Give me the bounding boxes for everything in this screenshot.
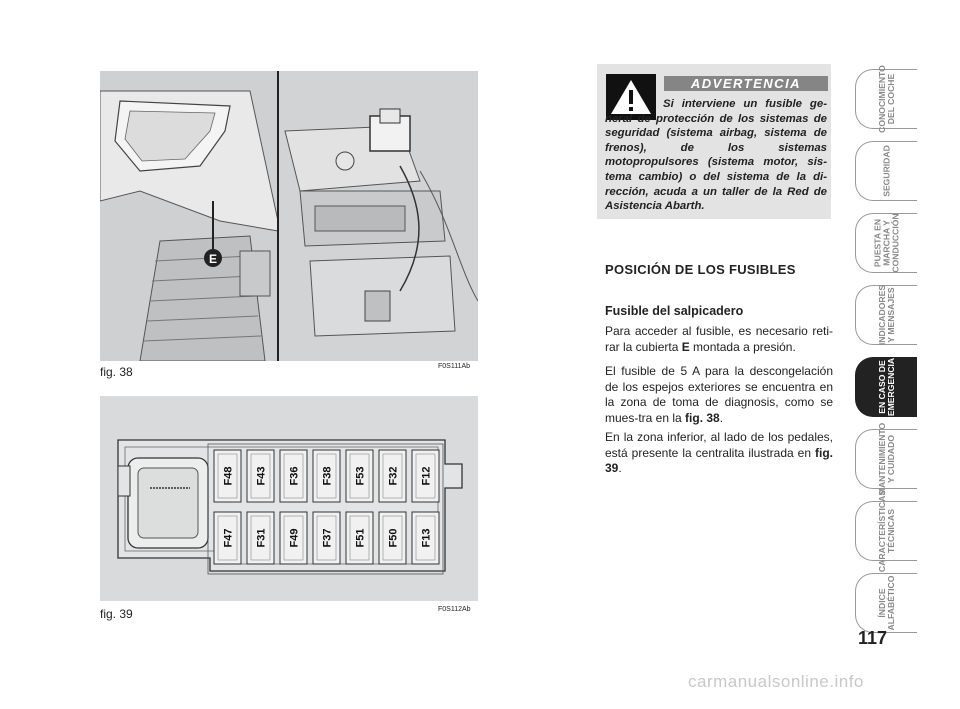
- paragraph-1: [605, 324, 833, 355]
- figure-39-code: F0S112Ab: [438, 606, 471, 613]
- tab-en-caso-de-emergencia[interactable]: [855, 357, 917, 417]
- paragraph-2-text-c: .: [719, 410, 724, 425]
- fuse-label: F36: [288, 466, 301, 486]
- paragraph-1-text-c: montada a presión.: [689, 339, 796, 354]
- section-title: POSICIÓN DE LOS FUSIBLES: [605, 262, 796, 277]
- fuse-label: F38: [321, 466, 334, 486]
- paragraph-2-text-b: fig. 38: [685, 410, 720, 425]
- figure-38-code: F0S111Ab: [438, 363, 471, 370]
- tab-label: EN CASO DE EMERGENCIA: [876, 357, 896, 417]
- warning-title: ADVERTENCIA: [664, 76, 828, 91]
- tab-puesta-en-marcha[interactable]: [855, 213, 917, 273]
- callout-e-label: E: [208, 252, 218, 266]
- figure-39-image: [100, 396, 478, 601]
- paragraph-3-text-b: fig. 39: [605, 445, 833, 475]
- fuse-label: F31: [255, 528, 268, 548]
- paragraph-2: [605, 364, 833, 426]
- figure-39-caption: fig. 39: [100, 607, 133, 621]
- paragraph-1-text-b: E: [681, 339, 690, 354]
- paragraph-1-text-a: Para acceder al fusible, es necesario reti-rar la cubierta: [605, 324, 833, 354]
- tab-mantenimiento[interactable]: [855, 422, 917, 496]
- paragraph-3: [605, 430, 833, 477]
- fuse-label: F37: [321, 528, 334, 548]
- fuse-label: F47: [222, 528, 235, 548]
- figure-38-caption: fig. 38: [100, 365, 133, 379]
- fuse-label: F53: [354, 466, 367, 486]
- tab-label: CONOCIMIENTO DEL COCHE: [876, 65, 896, 133]
- fuse-label: F12: [420, 466, 433, 486]
- tab-label: SEGURIDAD: [881, 145, 891, 197]
- figure-39-drawing: [100, 396, 478, 601]
- figure-38-image: [100, 71, 478, 361]
- tab-conocimiento-del-coche[interactable]: [855, 65, 917, 133]
- fuse-label: F49: [288, 528, 301, 548]
- paragraph-3-text-a: En la zona inferior, al lado de los pedales, está presente la centralita ilustrada en: [605, 430, 833, 460]
- fuse-label: F50: [387, 528, 400, 548]
- page-number: 117: [858, 628, 888, 648]
- tab-caracteristicas-tecnicas[interactable]: [855, 489, 917, 573]
- paragraph-2-text-a: El fusible de 5 A para la descongelación de los espejos exteriores se encuentra en la zona de toma de diagnosis, como se mues-tra en la: [605, 364, 833, 425]
- fuse-label: F51: [354, 528, 367, 548]
- tab-indicadores[interactable]: [855, 285, 917, 345]
- watermark: carmanualsonline.info: [688, 672, 864, 691]
- tab-label: INDICADORES Y MENSAJES: [876, 284, 896, 346]
- tab-indice-alfabetico[interactable]: [855, 573, 917, 633]
- tab-label: ÍNDICE ALFABÉTICO: [876, 575, 896, 631]
- fuse-label: F48: [222, 466, 235, 486]
- figure-38-drawing: [100, 71, 478, 361]
- fuse-label: F13: [420, 528, 433, 548]
- fuse-label: F43: [255, 466, 268, 486]
- tab-label: CARACTERÍSTICAS TÉCNICAS: [876, 489, 896, 573]
- paragraph-3-text-c: .: [618, 461, 622, 475]
- section-subtitle: Fusible del salpicadero: [605, 304, 744, 318]
- tab-seguridad[interactable]: [855, 141, 917, 201]
- warning-text: Si interviene un fusible ge-neral de protección de los sistemas de seguridad (sistema airbag, sistema de frenos), de los sistemas motopropulsores (sistema motor, sis-tema cambio) o del sistema de la di-rección, acuda a un taller de la Red de Asistencia Abarth.: [605, 98, 827, 213]
- tab-label: PUESTA EN MARCHA Y CONDUCCIÓN: [872, 213, 900, 273]
- tab-label: MANTENIMIENTO Y CUIDADO: [876, 422, 896, 496]
- fuse-label: F32: [387, 466, 400, 486]
